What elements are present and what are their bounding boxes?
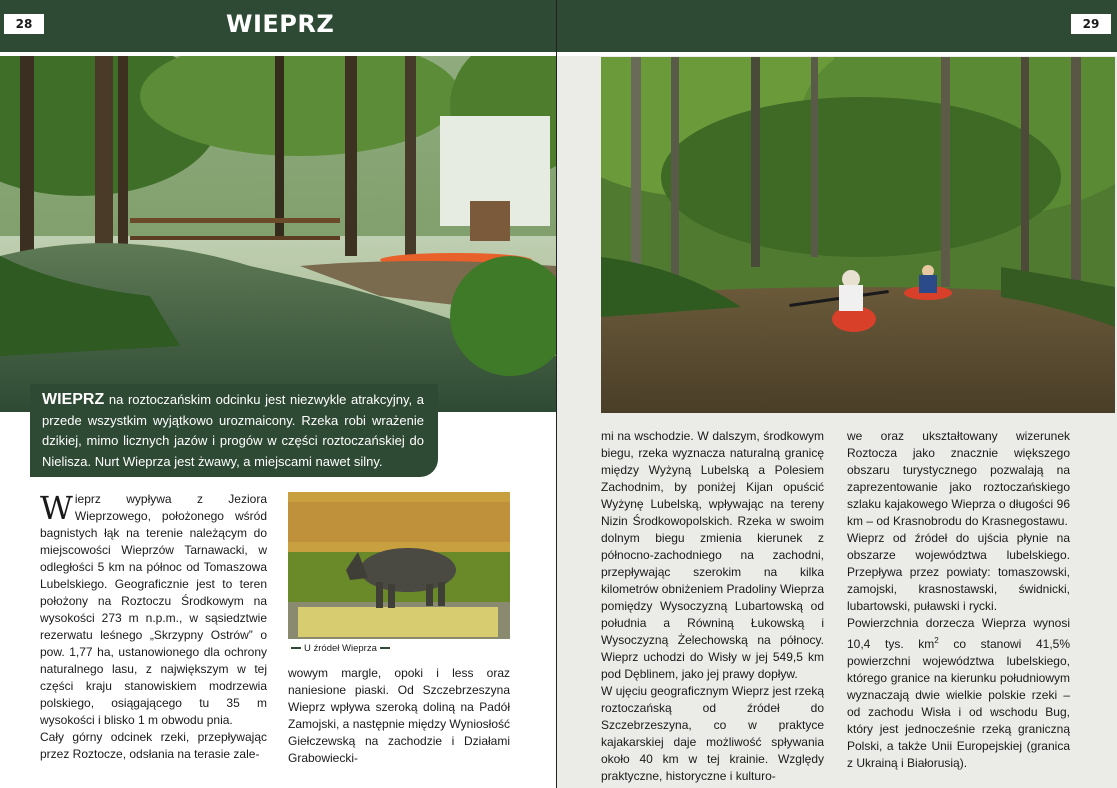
header-divider-right xyxy=(557,52,1117,56)
right-col2-paragraph-3 xyxy=(847,615,1070,772)
right-page-number: 29 xyxy=(1071,14,1111,34)
river-forest-photo xyxy=(0,56,556,412)
left-col1-paragraph-1 xyxy=(40,491,267,729)
boar-statue-photo xyxy=(288,492,510,639)
left-column-2 xyxy=(288,665,510,767)
left-col1-p1-text: ieprz wypływa z Jeziora Wieprzowego, położonego wśród bagnistych łąk na terenie należącym do miejscowości Wieprzów Tarnawacki, w odległości 5 km na północ od Tomaszowa Lubelskiego. Geograficznie jest to teren położony na Roztoczu Środkowym na wysokości 273 m n.p.m., w sąsiedztwie rezerwatu leśnego „Skrzypny Ostrów” o pow. 1,77 ha, ustanowionego dla ochrony naturalnego lasu, z największym w tej części kraju stanowiskiem modrzewia polskiego, osiągającego tu 35 m wysokości i blisko 1 m obwodu pnia. xyxy=(40,492,267,727)
photo-caption xyxy=(288,643,393,654)
right-col1-paragraph-1: mi na wschodzie. W dalszym, środkowym biegu, rzeka wyznacza naturalną granicę między Wyżyną Lubelską a Polesiem Zachodnim, by poniżej Kijan opuścić Wyżynę Lubelską, wpływając na tereny Nizin Środkowopolskich. Rzeka w swoim dolnym biegu zmienia kierunek z północno-zachodniego na zachodni, przepływając szerokim na kilka kilometrów obniżeniem Pradoliny Wieprza pomiędzy Wysoczyzną Lubartowską od południa a Równiną Łukowską i Wysoczyzną Żelechowską na północy. Wieprz uchodzi do Wisły w jej 549,5 km pod Dęblinem, jako jej prawy dopływ. xyxy=(601,429,824,681)
left-page xyxy=(0,0,556,788)
right-page xyxy=(557,0,1117,788)
lead-strong-word: WIEPRZ xyxy=(42,391,105,408)
left-column-1 xyxy=(40,491,267,763)
caption-dash-right xyxy=(380,647,390,649)
left-page-number: 28 xyxy=(4,14,44,34)
superscript-2: 2 xyxy=(934,636,939,645)
p3-before: Powierzchnia dorzecza Wieprza wynosi 10,4 tys. km xyxy=(847,616,1070,651)
p3-after: co stanowi 41,5% powierzchni województwa lubelskiego, którego granice na kierunku południowym wyznaczają dwie wielkie polskie rzeki – od zachodu Wisła i od wschodu Bug, który jest jednocześnie rzeką graniczną Polski, a także Unii Europejskiej (granica z Ukrainą i Białorusią). xyxy=(847,637,1071,770)
lead-text: na roztoczańskim odcinku jest niezwykle atrakcyjny, a przede wszystkim wyjątkowo urozmaicony. Rzeka robi wrażenie dzikiej, mimo licznych jazów i progów w części roztoczańskiej do Nielisza. Nurt Wieprza jest żwawy, a miejscami nawet silny. xyxy=(42,392,424,469)
right-col1-paragraph-2: W ujęciu geograficznym Wieprz jest rzeką roztoczańską od źródeł do Szczebrzeszyna, co w praktyce kajakarskiej daje możliwość spływania około 40 km w tej krainie. Względy praktyczne, historyczne i kulturo- xyxy=(601,684,824,783)
left-col1-paragraph-2: Cały górny odcinek rzeki, przepływając przez Roztocze, odsłania na terasie zale- xyxy=(40,730,267,761)
left-col2-paragraph: wowym margle, opoki i less oraz naniesione piaski. Od Szczebrzeszyna Wieprz wpływa szeroką doliną na Padół Zamojski, a następnie między Wyniosłość Giełczewską na zachodzie i Działami Grabowiecki- xyxy=(288,666,510,765)
right-header-bar xyxy=(557,0,1117,52)
drop-cap: W xyxy=(40,489,73,527)
right-column-2 xyxy=(847,428,1070,772)
right-column-1 xyxy=(601,428,824,785)
section-title: WIEPRZ xyxy=(226,10,335,38)
kayak-river-photo xyxy=(601,57,1115,413)
lead-paragraph xyxy=(30,384,438,477)
caption-text: U źródeł Wieprza xyxy=(304,643,377,654)
left-header-bar xyxy=(0,0,556,52)
right-col2-paragraph-1: we oraz ukształtowany wizerunek Roztocza jako znacznie większego obszaru turystycznego pozwalają na zaprezentowanie jako roztoczańskiego szlaku kajakowego Wieprza o długości 96 km – od Krasnobrodu do Krasnegostawu. xyxy=(847,429,1070,528)
right-col2-paragraph-2: Wieprz od źródeł do ujścia płynie na obszarze województwa lubelskiego. Przepływa przez powiaty: tomaszowski, zamojski, krasnostawski, świdnicki, lubartowski, puławski i rycki. xyxy=(847,531,1070,613)
caption-dash-left xyxy=(291,647,301,649)
